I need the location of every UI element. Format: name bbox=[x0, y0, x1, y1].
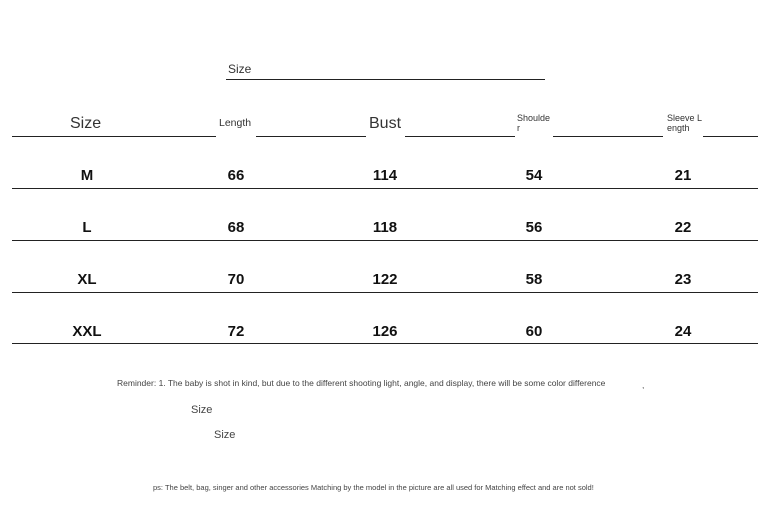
size-note-2: Size bbox=[214, 429, 236, 441]
cell-bust: 126 bbox=[372, 323, 398, 340]
header-shoulder-line1: Shoulde bbox=[517, 113, 551, 123]
ps-note: ps: The belt, bag, singer and other accessories Matching by the model in the picture are all used for Matching effect and are not sold! bbox=[153, 483, 594, 492]
table-row bbox=[0, 269, 770, 293]
row-divider bbox=[12, 240, 758, 241]
header-bust: Bust bbox=[369, 115, 402, 132]
row-divider bbox=[12, 292, 758, 293]
cell-bust: 118 bbox=[372, 219, 398, 236]
cell-sleeve: 21 bbox=[674, 167, 692, 184]
header-sleeve-underline bbox=[703, 136, 758, 137]
header-sleeve bbox=[667, 113, 702, 133]
header-length: Length bbox=[219, 117, 252, 129]
header-length-underline bbox=[256, 136, 366, 137]
header-sleeve-line2: ength bbox=[667, 123, 690, 133]
cell-length: 66 bbox=[227, 167, 245, 184]
header-size-underline bbox=[12, 136, 216, 137]
cell-bust: 114 bbox=[372, 167, 398, 184]
cell-shoulder: 58 bbox=[525, 271, 543, 288]
cell-sleeve: 24 bbox=[674, 323, 692, 340]
cell-sleeve: 22 bbox=[674, 219, 692, 236]
cell-length: 68 bbox=[227, 219, 245, 236]
cell-size: XL bbox=[77, 271, 97, 288]
header-shoulder-underline bbox=[553, 136, 663, 137]
cell-shoulder: 60 bbox=[525, 323, 543, 340]
cell-size: L bbox=[82, 219, 92, 236]
row-divider bbox=[12, 188, 758, 189]
header-size: Size bbox=[70, 115, 102, 132]
header-sleeve-line1: Sleeve L bbox=[667, 113, 703, 123]
cell-length: 70 bbox=[227, 271, 245, 288]
cell-sleeve: 23 bbox=[674, 271, 692, 288]
header-shoulder-line2: r bbox=[517, 123, 520, 133]
table-header bbox=[0, 0, 770, 140]
header-shoulder bbox=[517, 113, 550, 133]
table-row bbox=[0, 217, 770, 241]
cell-length: 72 bbox=[227, 323, 245, 340]
size-note-1: Size bbox=[191, 404, 213, 416]
header-bust-underline bbox=[405, 136, 515, 137]
cell-shoulder: 56 bbox=[525, 219, 543, 236]
reminder-comma: , bbox=[642, 380, 645, 390]
cell-bust: 122 bbox=[372, 271, 398, 288]
reminder-note: Reminder: 1. The baby is shot in kind, but due to the different shooting light, angle, and display, there will be some color difference bbox=[117, 378, 606, 388]
cell-size: M bbox=[80, 167, 94, 184]
cell-shoulder: 54 bbox=[525, 167, 543, 184]
cell-size: XXL bbox=[72, 323, 102, 340]
table-row bbox=[0, 165, 770, 189]
title-size-label: Size bbox=[228, 62, 252, 76]
row-divider bbox=[12, 343, 758, 344]
table-row bbox=[0, 321, 770, 345]
